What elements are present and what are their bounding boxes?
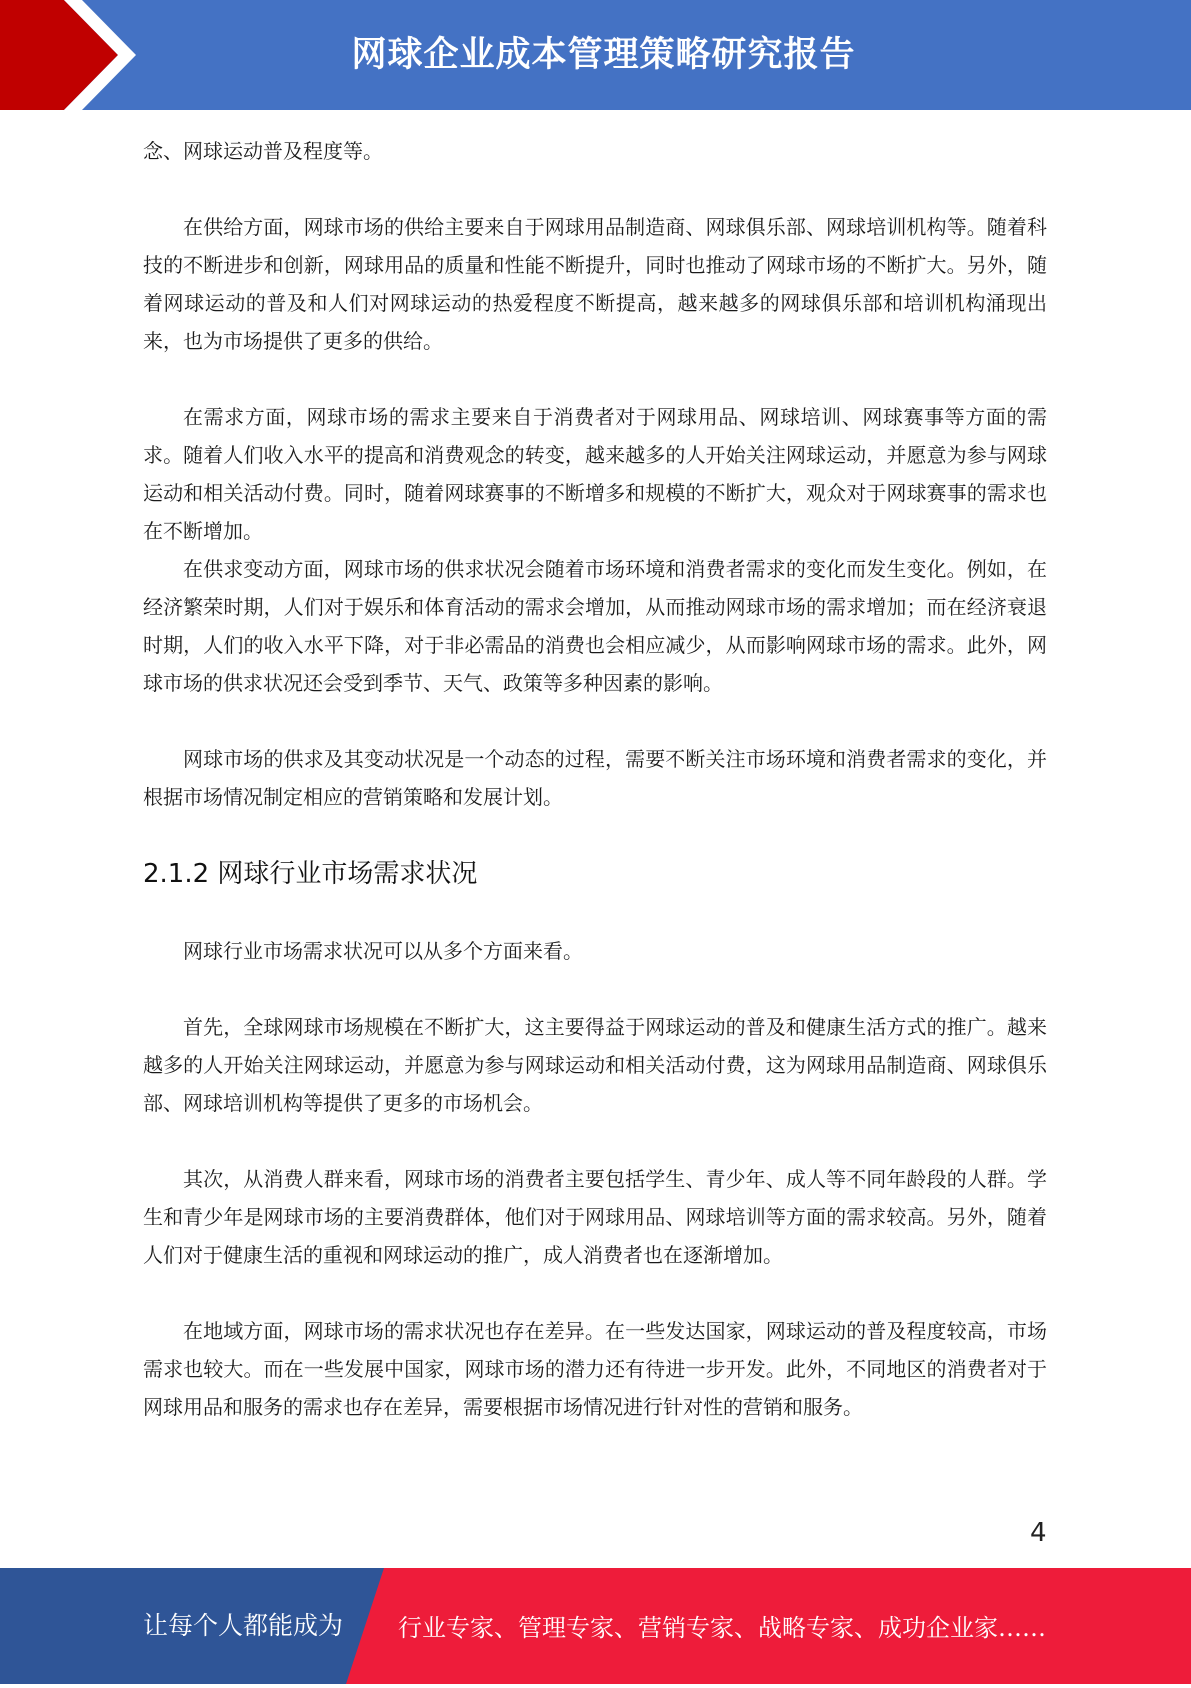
paragraph-supply-demand-change: 在供求变动方面，网球市场的供求状况会随着市场环境和消费者需求的变化而发生变化。例如，在经济繁荣时期，人们对于娱乐和体育活动的需求会增加，从而推动网球市场的需求增加；而在经济衰退时期，人们的收入水平下降，对于非必需品的消费也会相应减少，从而影响网球市场的需求。此外，网球市场的供求状况还会受到季节、天气、政策等多种因素的影响。	[143, 557, 1047, 695]
footer-slogan-left: 让每个人都能成为	[143, 1611, 344, 1640]
paragraph-overview: 网球行业市场需求状况可以从多个方面来看。	[183, 939, 583, 963]
paragraph-consumer-groups: 其次，从消费人群来看，网球市场的消费者主要包括学生、青少年、成人等不同年龄段的人群。学生和青少年是网球市场的主要消费群体，他们对于网球用品、网球培训等方面的需求较高。另外，随着人们对于健康生活的重视和网球运动的推广，成人消费者也在逐渐增加。	[143, 1167, 1047, 1267]
page-number: 4	[1030, 1518, 1047, 1548]
page-header	[0, 0, 1191, 110]
paragraph-supply: 在供给方面，网球市场的供给主要来自于网球用品制造商、网球俱乐部、网球培训机构等。随着科技的不断进步和创新，网球用品的质量和性能不断提升，同时也推动了网球市场的不断扩大。另外，随着网球运动的普及和人们对网球运动的热爱程度不断提高，越来越多的网球俱乐部和培训机构涌现出来，也为市场提供了更多的供给。	[143, 215, 1047, 353]
page-footer	[0, 1568, 1191, 1684]
paragraph-demand: 在需求方面，网球市场的需求主要来自于消费者对于网球用品、网球培训、网球赛事等方面的需求。随着人们收入水平的提高和消费观念的转变，越来越多的人开始关注网球运动，并愿意为参与网球运动和相关活动付费。同时，随着网球赛事的不断增多和规模的不断扩大，观众对于网球赛事的需求也在不断增加。	[143, 405, 1047, 543]
section-heading: 2.1.2 网球行业市场需求状况	[143, 859, 478, 889]
document-title: 网球企业成本管理策略研究报告	[351, 35, 856, 75]
footer-slogan-right: 行业专家、管理专家、营销专家、战略专家、成功企业家……	[398, 1614, 1046, 1642]
paragraph-continuation: 念、网球运动普及程度等。	[143, 139, 383, 163]
paragraph-regional: 在地域方面，网球市场的需求状况也存在差异。在一些发达国家，网球运动的普及程度较高，市场需求也较大。而在一些发展中国家，网球市场的潜力还有待进一步开发。此外，不同地区的消费者对于网球用品和服务的需求也存在差异，需要根据市场情况进行针对性的营销和服务。	[143, 1319, 1047, 1419]
paragraph-dynamic-process: 网球市场的供求及其变动状况是一个动态的过程，需要不断关注市场环境和消费者需求的变化，并根据市场情况制定相应的营销策略和发展计划。	[143, 747, 1047, 809]
page-content	[143, 132, 1047, 1426]
paragraph-market-scale: 首先，全球网球市场规模在不断扩大，这主要得益于网球运动的普及和健康生活方式的推广。越来越多的人开始关注网球运动，并愿意为参与网球运动和相关活动付费，这为网球用品制造商、网球俱乐部、网球培训机构等提供了更多的市场机会。	[143, 1015, 1047, 1115]
